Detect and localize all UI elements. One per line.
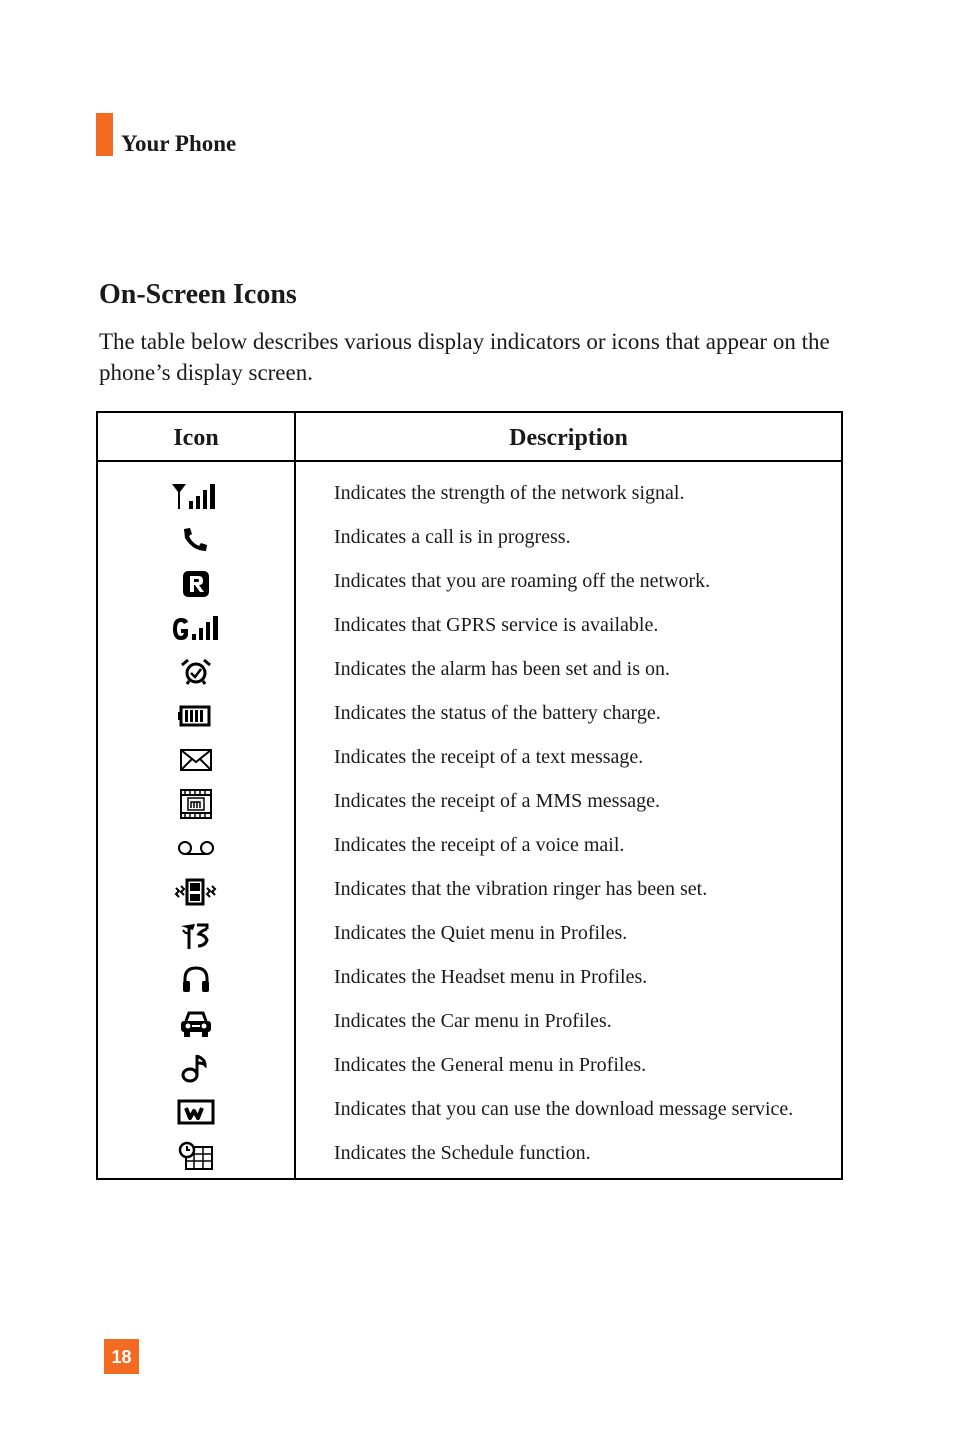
table-row [98,694,841,738]
roaming-icon [182,570,210,598]
row-description: Indicates the Schedule function. [334,1142,591,1164]
row-description: Indicates the receipt of a text message. [334,746,644,768]
icon-table [96,411,843,1180]
row-description: Indicates the alarm has been set and is on. [334,658,670,680]
row-description: Indicates the Headset menu in Profiles. [334,966,648,988]
table-row [98,782,841,826]
table-row [98,914,841,958]
table-row [98,518,841,562]
row-description: Indicates the strength of the network signal. [334,482,685,504]
alarm-clock-icon [179,658,213,686]
gprs-icon [170,614,222,642]
table-row [98,1134,841,1178]
music-note-icon [181,1053,211,1083]
table-row [98,562,841,606]
row-description: Indicates the General menu in Profiles. [334,1054,647,1076]
table-row [98,826,841,870]
row-description: Indicates that the vibration ringer has been set. [334,878,708,900]
row-description: Indicates the Quiet menu in Profiles. [334,922,628,944]
row-description: Indicates a call is in progress. [334,526,571,548]
row-description: Indicates that you are roaming off the network. [334,570,711,592]
page-number: 18 [104,1339,139,1374]
table-header-divider [98,460,841,462]
voicemail-icon [176,837,216,859]
table-header-icon: Icon [173,425,219,451]
quiet-icon [179,921,213,951]
signal-strength-icon [171,482,221,510]
mms-icon [179,789,213,819]
envelope-icon [179,747,213,773]
row-description: Indicates the Car menu in Profiles. [334,1010,612,1032]
row-description: Indicates that you can use the download message service. [334,1098,794,1120]
row-description: Indicates the receipt of a MMS message. [334,790,661,812]
table-row [98,738,841,782]
wap-download-icon [177,1098,215,1126]
battery-icon [178,702,214,730]
table-row [98,958,841,1002]
row-description: Indicates that GPRS service is available. [334,614,659,636]
car-icon [178,1009,214,1039]
headset-icon [180,965,212,995]
table-row [98,474,841,518]
call-in-progress-icon [181,526,211,554]
table-header-description: Description [509,425,628,451]
table-row [98,650,841,694]
intro-paragraph: The table below describes various display indicators or icons that appear on the phone’s display screen. [99,329,830,385]
table-row [98,870,841,914]
table-row [98,1090,841,1134]
table-row [98,606,841,650]
row-description: Indicates the receipt of a voice mail. [334,834,625,856]
schedule-icon [178,1141,214,1171]
row-description: Indicates the status of the battery charge. [334,702,661,724]
section-title: Your Phone [121,131,237,156]
section-accent-bar [96,113,113,156]
table-row [98,1002,841,1046]
table-row [98,1046,841,1090]
vibration-icon [174,878,218,906]
page-heading: On-Screen Icons [99,279,297,310]
